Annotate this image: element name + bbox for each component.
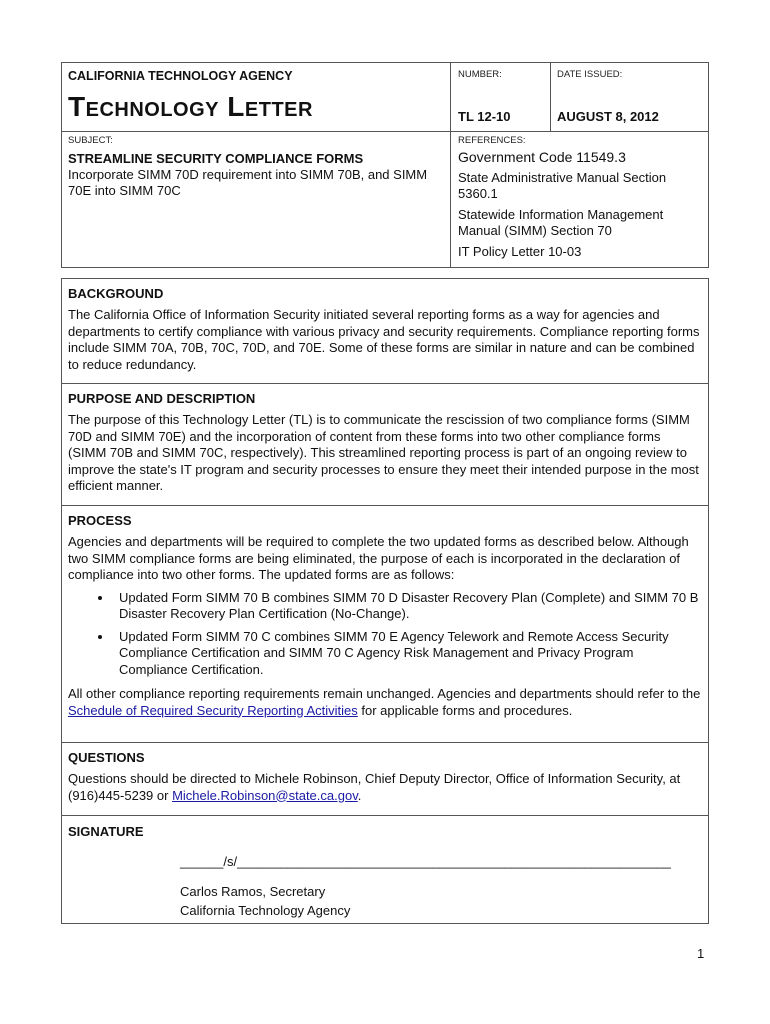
purpose-section <box>62 391 708 495</box>
background-section <box>62 286 708 373</box>
reference-item: Statewide Information Management Manual (SIMM) Section 70 <box>458 207 664 238</box>
subject-description: Incorporate SIMM 70D requirement into SIMM 70B, and SIMM 70E into SIMM 70C <box>68 167 428 198</box>
purpose-text: The purpose of this Technology Letter (TL) is to communicate the rescission of two compliance forms (SIMM 70D and SIMM 70E) and the incorporation of content from these forms into two other compliance forms (SIMM 70B and SIMM 70C, respectively). This streamlined reporting process is part of an ongoing review to improve the state's IT program and security processes to ensure they meet their intended purpose in the most efficient manner. <box>68 412 699 493</box>
process-bullet-list <box>68 590 702 679</box>
reference-item: Government Code 11549.3 <box>458 149 626 165</box>
number-date-divider <box>550 63 551 131</box>
process-heading: PROCESS <box>68 513 132 528</box>
closing-text: All other compliance reporting requirements remain unchanged. Agencies and departments should refer to the <box>68 686 701 701</box>
section-divider <box>62 383 708 384</box>
references-label: REFERENCES: <box>458 135 526 146</box>
signature-line: ______/s/____________________________________________________________ <box>180 854 671 869</box>
date-issued-value: AUGUST 8, 2012 <box>557 109 659 124</box>
background-text: The California Office of Information Security initiated several reporting forms as a way for agencies and departments to certify compliance with various privacy and security requirements. Compliance reporting forms include SIMM 70A, 70B, 70C, 70D, and 70E. Some of these forms are similar in nature and can be combined to reduce redundancy. <box>68 307 700 372</box>
agency-name: CALIFORNIA TECHNOLOGY AGENCY <box>68 69 293 83</box>
background-heading: BACKGROUND <box>68 286 164 301</box>
process-intro: Agencies and departments will be required to complete the two updated forms as described below. Although two SIMM compliance forms are being eliminated, the purpose of each is incorporated in the declaration of compliance into two other forms. The updated forms are as follows: <box>68 534 689 582</box>
signatory-name: Carlos Ramos, Secretary <box>180 884 326 899</box>
page-number: 1 <box>697 946 705 961</box>
date-issued-label: DATE ISSUED: <box>557 69 623 80</box>
signature-heading: SIGNATURE <box>68 824 144 839</box>
references-list <box>458 149 706 265</box>
list-item: • Updated Form SIMM 70 C combines SIMM 70 E Agency Telework and Remote Access Security Compliance Certification and SIMM 70 C Agency Risk Management and Privacy Program Compliance Certification. <box>113 629 702 679</box>
body-box <box>61 278 709 924</box>
questions-text-body: Questions should be directed to Michele Robinson, Chief Deputy Director, Office of Information Security, at (916)445-5239 or <box>68 771 681 803</box>
subject-label: SUBJECT: <box>68 135 113 146</box>
list-item: • Updated Form SIMM 70 B combines SIMM 70 D Disaster Recovery Plan (Complete) and SIMM 70 B Disaster Recovery Plan Certification (No-Change). <box>113 590 702 623</box>
signatory-organization: California Technology Agency <box>180 903 351 918</box>
email-link[interactable]: Michele.Robinson@state.ca.gov <box>172 787 358 803</box>
closing-text-end: for applicable forms and procedures. <box>357 702 573 718</box>
document-title: Technology Letter <box>68 91 313 122</box>
schedule-link[interactable]: Schedule of Required Security Reporting Activities <box>68 702 358 718</box>
questions-heading: QUESTIONS <box>68 750 145 765</box>
process-section <box>62 513 708 719</box>
section-divider <box>62 505 708 506</box>
header-divider-horizontal <box>62 131 708 132</box>
number-value: TL 12-10 <box>458 109 511 124</box>
section-divider <box>62 815 708 816</box>
reference-item: IT Policy Letter 10-03 <box>458 244 582 259</box>
subject-title: STREAMLINE SECURITY COMPLIANCE FORMS <box>68 151 364 166</box>
questions-text-end: . <box>357 787 362 803</box>
process-closing <box>68 686 702 719</box>
section-divider <box>62 742 708 743</box>
signatory <box>180 882 350 920</box>
purpose-heading: PURPOSE AND DESCRIPTION <box>68 391 256 406</box>
reference-item: State Administrative Manual Section 5360.1 <box>458 170 667 201</box>
signature-section <box>62 824 708 922</box>
number-label: NUMBER: <box>458 69 502 80</box>
header-box <box>61 62 709 268</box>
questions-text <box>68 771 702 804</box>
header-divider-vertical <box>450 63 451 267</box>
questions-section <box>62 750 708 804</box>
